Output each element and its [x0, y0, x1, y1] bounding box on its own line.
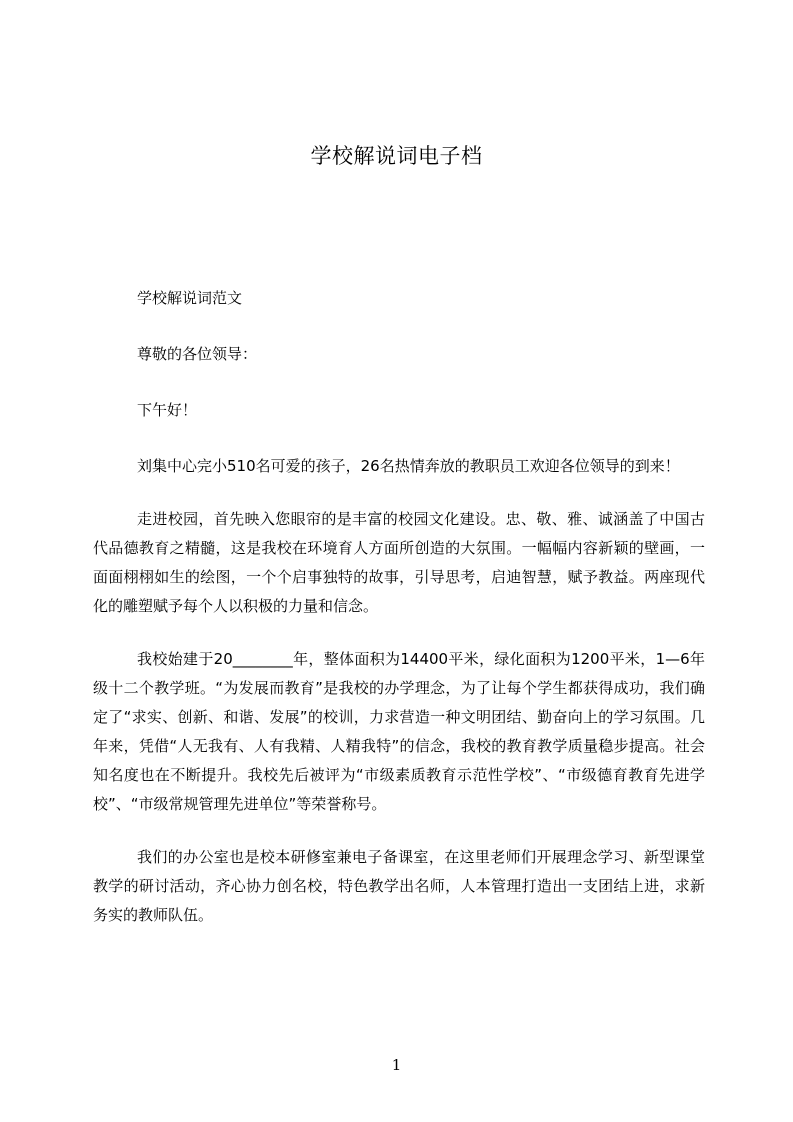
page-number: 1	[391, 1056, 402, 1074]
paragraph-greeting: 下午好！	[137, 401, 198, 419]
document-body	[93, 284, 705, 954]
paragraph-campus-culture: 走进校园，首先映入您眼帘的是丰富的校园文化建设。忠、敬、雅、诚涵盖了中国古代品德教育之精髓，这是我校在环境育人方面所创造的大氛围。一幅幅内容新颖的壁画，一面面栩栩如生的绘图，一个个启事独特的故事，引导思考，启迪智慧，赋予教益。两座现代化的雕塑赋予每个人以积极的力量和信念。	[93, 510, 705, 615]
paragraph-salutation: 尊敬的各位领导：	[137, 345, 258, 363]
document-title: 学校解说词电子档	[310, 144, 483, 168]
paragraph-heading: 学校解说词范文	[137, 289, 243, 307]
paragraph-welcome: 刘集中心完小510名可爱的孩子，26名热情奔放的教职员工欢迎各位领导的到来！	[137, 457, 680, 475]
paragraph-school-history: 我校始建于20________年，整体面积为14400平米，绿化面积为1200平米，1—6年级十二个教学班。“为发展而教育”是我校的办学理念，为了让每个学生都获得成功，我们确定了“求实、创新、和谐、发展”的校训，力求营造一种文明团结、勤奋向上的学习氛围。几年来，凭借“人无我有、人有我精、人精我特”的信念，我校的教育教学质量稳步提高。社会知名度也在不断提升。我校先后被评为“市级素质教育示范性学校”、“市级德育教育先进学校”、“市级常规管理先进单位”等荣誉称号。	[93, 650, 705, 813]
paragraph-office: 我们的办公室也是校本研修室兼电子备课室，在这里老师们开展理念学习、新型课堂教学的研讨活动，齐心协力创名校，特色教学出名师，人本管理打造出一支团结上进，求新务实的教师队伍。	[93, 848, 705, 924]
